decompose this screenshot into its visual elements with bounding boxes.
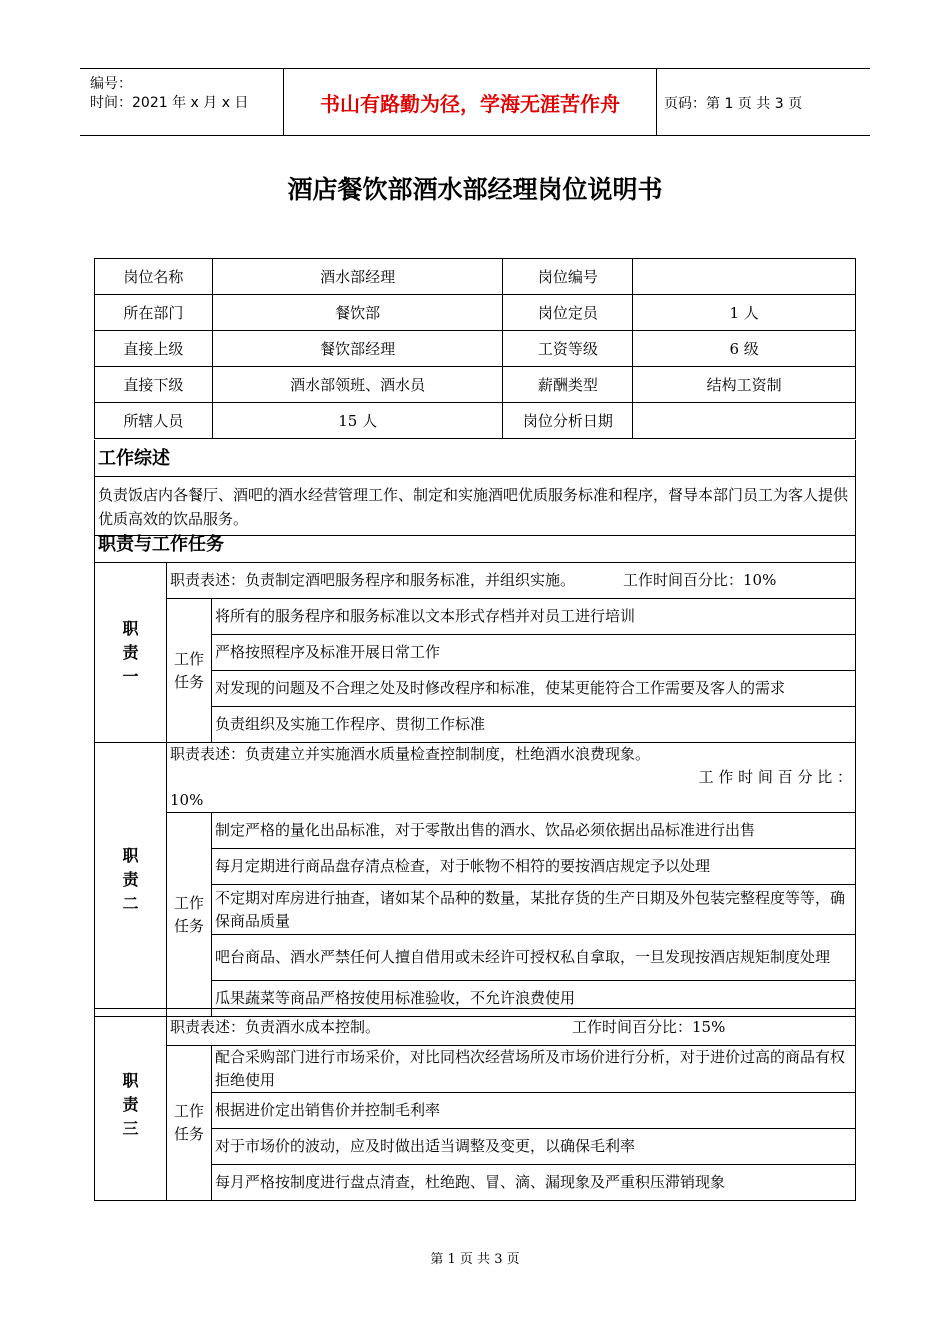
table-row [95, 1009, 856, 1046]
duty-name: 职责一 [95, 563, 167, 743]
table-row [95, 599, 856, 635]
field-value [633, 403, 856, 439]
field-label: 直接下级 [95, 367, 213, 403]
table-row [95, 403, 856, 439]
field-label: 岗位名称 [95, 259, 213, 295]
duty-name: 职责二 [95, 743, 167, 1017]
task-label: 工作任务 [167, 599, 212, 743]
field-value: 餐饮部经理 [212, 331, 503, 367]
field-value: 15 人 [212, 403, 503, 439]
table-row [95, 259, 856, 295]
position-info-table [94, 258, 856, 439]
task-item: 对于市场价的波动，应及时做出适当调整及变更，以确保毛利率 [212, 1129, 856, 1165]
table-row [95, 295, 856, 331]
task-label: 工作任务 [167, 1046, 212, 1201]
field-value: 酒水部经理 [212, 259, 503, 295]
table-row [95, 743, 856, 813]
field-label: 岗位定员 [503, 295, 633, 331]
page-header [80, 68, 870, 136]
duties-heading: 职责与工作任务 [98, 534, 224, 555]
duty-statement: 职责表述：负责建立并实施酒水质量检查控制制度，杜绝酒水浪费现象。 工 作 时 间 百 分 比 ： 10% [167, 743, 856, 813]
task-item: 对发现的问题及不合理之处及时修改程序和标准，使某更能符合工作需要及客人的需求 [212, 671, 856, 707]
duty-statement: 职责表述：负责酒水成本控制。 工作时间百分比：15% [167, 1009, 856, 1046]
task-item: 瓜果蔬菜等商品严格按使用标准验收，不允许浪费使用 [212, 981, 856, 1017]
field-value: 餐饮部 [212, 295, 503, 331]
duty-table-2 [94, 742, 856, 1017]
task-item: 每月严格按制度进行盘点清查，杜绝跑、冒、滴、漏现象及严重积压滞销现象 [212, 1165, 856, 1201]
table-row [95, 331, 856, 367]
field-label: 所在部门 [95, 295, 213, 331]
number-label: 编号： [90, 76, 132, 92]
task-item: 根据进价定出销售价并控制毛利率 [212, 1093, 856, 1129]
header-meta [90, 75, 248, 113]
duty-name: 职责三 [95, 1009, 167, 1201]
task-item: 负责组织及实施工作程序、贯彻工作标准 [212, 707, 856, 743]
page-footer: 第 1 页 共 3 页 [430, 1252, 520, 1267]
field-value [633, 259, 856, 295]
task-item: 吧台商品、酒水严禁任何人擅自借用或未经许可授权私自拿取，一旦发现按酒店规矩制度处理 [212, 935, 856, 981]
time-label: 时间：2021 年 x 月 x 日 [90, 95, 249, 111]
field-label: 所辖人员 [95, 403, 213, 439]
field-value: 酒水部领班、酒水员 [212, 367, 503, 403]
duty-statement: 职责表述：负责制定酒吧服务程序和服务标准，并组织实施。 工作时间百分比：10% [167, 563, 856, 599]
field-label: 岗位编号 [503, 259, 633, 295]
table-row [95, 813, 856, 849]
task-label: 工作任务 [167, 813, 212, 1017]
task-item: 制定严格的量化出品标准，对于零散出售的酒水、饮品必须依据出品标准进行出售 [212, 813, 856, 849]
summary-text: 负责饭店内各餐厅、酒吧的酒水经营管理工作、制定和实施酒吧优质服务标准和程序，督导本部门员工为客人提供优质高效的饮品服务。 [98, 486, 849, 528]
duty-table-1 [94, 562, 856, 743]
task-item: 每月定期进行商品盘存清点检查，对于帐物不相符的要按酒店规定予以处理 [212, 849, 856, 885]
field-value: 1 人 [633, 295, 856, 331]
field-label: 岗位分析日期 [503, 403, 633, 439]
page-info: 页码：第 1 页 共 3 页 [664, 96, 803, 112]
task-item: 不定期对库房进行抽查，诸如某个品种的数量，某批存货的生产日期及外包装完整程度等等，确保商品质量 [212, 885, 856, 935]
summary-heading: 工作综述 [95, 440, 855, 477]
field-label: 工资等级 [503, 331, 633, 367]
summary-section [94, 440, 856, 536]
table-row [95, 563, 856, 599]
duties-section [94, 526, 856, 563]
field-value: 6 级 [633, 331, 856, 367]
field-label: 薪酬类型 [503, 367, 633, 403]
task-item: 严格按照程序及标准开展日常工作 [212, 635, 856, 671]
field-value: 结构工资制 [633, 367, 856, 403]
task-item: 配合采购部门进行市场采价，对比同档次经营场所及市场价进行分析，对于进价过高的商品有权拒绝使用 [212, 1046, 856, 1093]
motto: 书山有路勤为径，学海无涯苦作舟 [283, 68, 657, 136]
field-label: 直接上级 [95, 331, 213, 367]
table-row [95, 1046, 856, 1093]
document-title: 酒店餐饮部酒水部经理岗位说明书 [287, 175, 663, 204]
duty-table-3 [94, 1008, 856, 1201]
task-item: 将所有的服务程序和服务标准以文本形式存档并对员工进行培训 [212, 599, 856, 635]
table-row [95, 367, 856, 403]
